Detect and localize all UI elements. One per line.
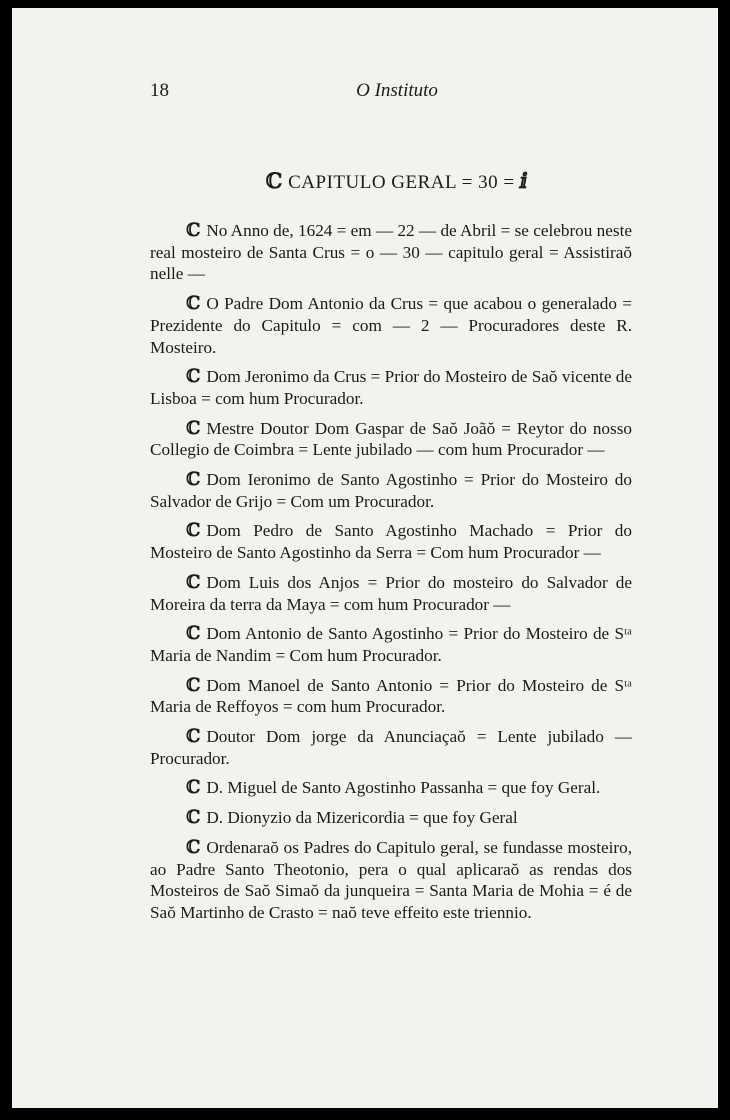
paragraph [150,520,632,563]
paragraph-mark-icon: ℂ [186,417,201,439]
paragraph-mark-icon: ℂ [186,571,201,593]
paragraph-mark-icon: ℂ [186,623,201,645]
paragraph-mark-icon: ℂ [186,520,201,542]
paragraph-text: Ordenaraŏ os Padres do Capitulo geral, se fundasse mosteiro, ao Padre Santo Theotonio, pera o qual aplicaraŏ as rendas dos Mosteiros de Saŏ Simaŏ da junqueira = Santa Maria de Mohia = é de Saŏ Martinho de Crasto = naŏ teve effeito este triennio. [150,837,632,922]
page-number: 18 [150,80,169,101]
paragraph-mark-icon: ℂ [186,807,201,829]
paragraph-text: Dom Luis dos Anjos = Prior do mosteiro do Salvador de Moreira da terra da Maya = com hum Procurador — [150,572,632,614]
paragraph [150,675,632,718]
paragraph [150,807,632,829]
paragraph [150,469,632,512]
paragraph-text: Dom Ieronimo de Santo Agostinho = Prior do Mosteiro do Salvador de Grijo = Com um Procurador. [150,470,632,511]
paragraph-text: D. Miguel de Santo Agostinho Passanha = que foy Geral. [206,778,601,798]
paragraph-text: Dom Jeronimo da Crus = Prior do Mosteiro de Saŏ vicente de Lisboa = com hum Procurador. [150,367,632,408]
paragraph [150,623,632,666]
paragraph-text: D. Dionyzio da Mizericordia = que foy Geral [206,808,518,828]
paragraph [150,726,632,769]
paragraph-mark-icon: ℂ [186,366,201,388]
chapter-heading [150,170,644,194]
chapter-title: CAPITULO GERAL = 30 = [288,172,515,193]
paragraph-text: Dom Antonio de Santo Agostinho = Prior do Mosteiro de Sᵗᵃ Maria de Nandim = Com hum Procurador. [150,624,632,665]
paragraph [150,220,632,285]
paragraph-mark-icon: ℂ [186,726,201,748]
pilcrow-close-icon: ⅈ [519,168,529,193]
paragraph [150,293,632,358]
paragraph [150,366,632,409]
paragraph-mark-icon: ℂ [186,293,201,315]
paragraph-text: Doutor Dom jorge da Anunciaçaŏ = Lente jubilado — Procurador. [150,727,632,768]
paragraph-mark-icon: ℂ [186,674,201,696]
paragraph-mark-icon: ℂ [186,836,201,858]
paragraph [150,572,632,615]
paragraph-mark-icon: ℂ [186,220,201,241]
running-title: O Instituto [356,80,438,101]
paragraph-text: No Anno de, 1624 = em — 22 — de Abril = se celebrou neste real mosteiro de Santa Crus = o — 30 — capitulo geral = Assistiraŏ nelle — [150,221,632,284]
body-text [150,220,632,932]
paragraph-text: Mestre Doutor Dom Gaspar de Saŏ Joãŏ = Reytor do nosso Collegio de Coimbra = Lente jubilado — com hum Procurador — [150,418,632,460]
paragraph-mark-icon: ℂ [186,777,201,799]
paragraph [150,837,632,924]
paragraph-text: O Padre Dom Antonio da Crus = que acabou o generalado = Prezidente do Capitulo = com — 2 — Procuradores deste R. Mosteiro. [150,294,632,357]
paragraph-text: Dom Pedro de Santo Agostinho Machado = Prior do Mosteiro de Santo Agostinho da Serra = Com hum Procurador — [150,521,632,563]
paragraph-mark-icon: ℂ [186,469,201,491]
paragraph-text: Dom Manoel de Santo Antonio = Prior do Mosteiro de Sᵗᵃ Maria de Reffoyos = com hum Procurador. [150,675,632,717]
paragraph [150,418,632,461]
pilcrow-open-icon: ℂ [265,168,283,193]
paragraph [150,777,632,799]
